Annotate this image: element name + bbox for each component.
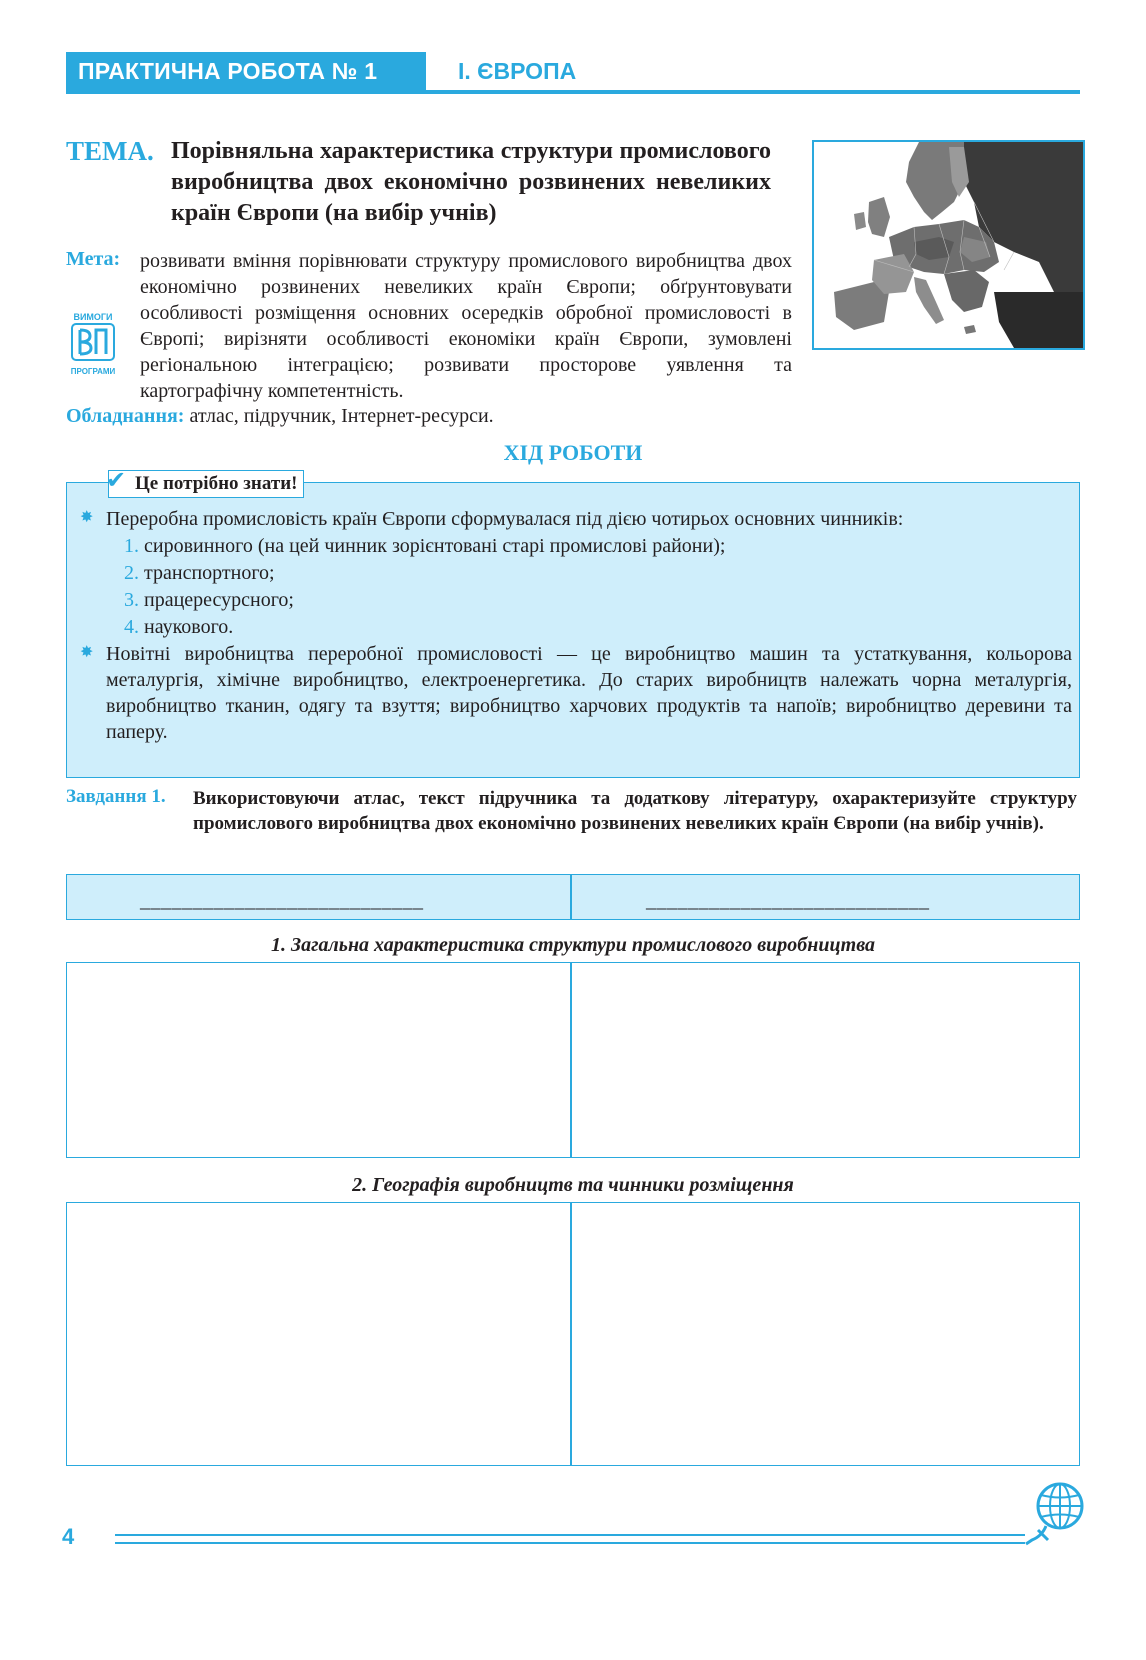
factor-list-item: 4. наукового.	[124, 616, 234, 638]
page-number: 4	[62, 1524, 75, 1549]
section-1-country-2-field[interactable]	[572, 963, 1078, 1157]
badge-bottom-text: ПРОГРАМИ	[70, 367, 116, 376]
info-bullet-1: Переробна промисловість країн Європи сформувалася під дією чотирьох основних чинників:	[106, 508, 904, 530]
info-bullet-2-icon: ✸	[80, 642, 94, 661]
task-text: Використовуючи атлас, текст підручника та додаткову літературу, охарактеризуйте структуру промислового виробництва двох економічно розвинених невеликих країн Європи (на вибір учнів).	[193, 788, 1077, 834]
section-2-country-2-field[interactable]	[572, 1203, 1078, 1465]
goal-label: Мета:	[66, 248, 121, 270]
equipment-line	[66, 405, 494, 428]
section-title: I. ЄВРОПА	[458, 58, 577, 84]
factor-list-item: 1. сировинного (на цей чинник зорієнтовані старі промислові райони);	[124, 535, 726, 557]
badge-top-text: ВИМОГИ	[73, 312, 113, 322]
equipment-label: Обладнання:	[66, 405, 185, 427]
task-label: Завдання 1.	[66, 786, 166, 807]
country-1-blank[interactable]: ___________________________	[140, 890, 424, 912]
section-1-country-1-field[interactable]	[66, 963, 570, 1157]
section-2-title: 2. Географія виробництв та чинники розміщення	[352, 1174, 794, 1196]
europe-map-image	[812, 140, 1085, 350]
info-bullet-1-icon: ✸	[80, 507, 94, 526]
progress-heading: ХІД РОБОТИ	[503, 440, 643, 465]
info-box-tab: Це потрібно знати!	[108, 470, 304, 498]
checkmark-icon: ✔	[106, 466, 127, 494]
globe-icon	[1022, 1480, 1086, 1556]
footer-rule	[115, 1542, 1025, 1544]
page-title: ПРАКТИЧНА РОБОТА № 1	[78, 58, 378, 84]
badge-logo-icon	[64, 322, 122, 362]
info-bullet-2: Новітні виробництва переробної промисловості — це виробництво машин та устаткування, кольорова металургія, хімічне виробництво, електроенергетика. До старих виробництв належать чорна металургія, виробництво тканин, одягу та взуття; виробництво харчових продуктів та напоїв; виробництво деревини та паперу.	[106, 643, 1072, 743]
program-requirements-badge	[64, 312, 122, 382]
factor-list-item: 2. транспортного;	[124, 562, 275, 584]
goal-text: розвивати вміння порівнювати структуру промислового виробництва двох економічно розвинених невеликих країн Європи; обґрунтовувати особливості розміщення основних осередків обробної промисловості в Європі; вирізняти особливості економіки країн Європи, зумовлені регіональною інтеграцією; розвивати просторове уявлення та картографічну компетентність.	[140, 250, 792, 402]
column-divider	[570, 874, 572, 919]
footer-rule	[115, 1534, 1025, 1536]
header-underline	[66, 90, 1080, 94]
country-2-blank[interactable]: ___________________________	[646, 890, 930, 912]
topic-text: Порівняльна характеристика структури промислового виробництва двох економічно розвинених невеликих країн Європи (на вибір учнів)	[171, 138, 771, 226]
factor-list-item: 3. працересурсного;	[124, 589, 294, 611]
section-2-country-1-field[interactable]	[66, 1203, 570, 1465]
equipment-text: атлас, підручник, Інтернет-ресурси.	[189, 405, 494, 427]
section-1-title: 1. Загальна характеристика структури промислового виробництва	[270, 934, 875, 956]
topic-label: ТЕМА.	[66, 136, 154, 166]
